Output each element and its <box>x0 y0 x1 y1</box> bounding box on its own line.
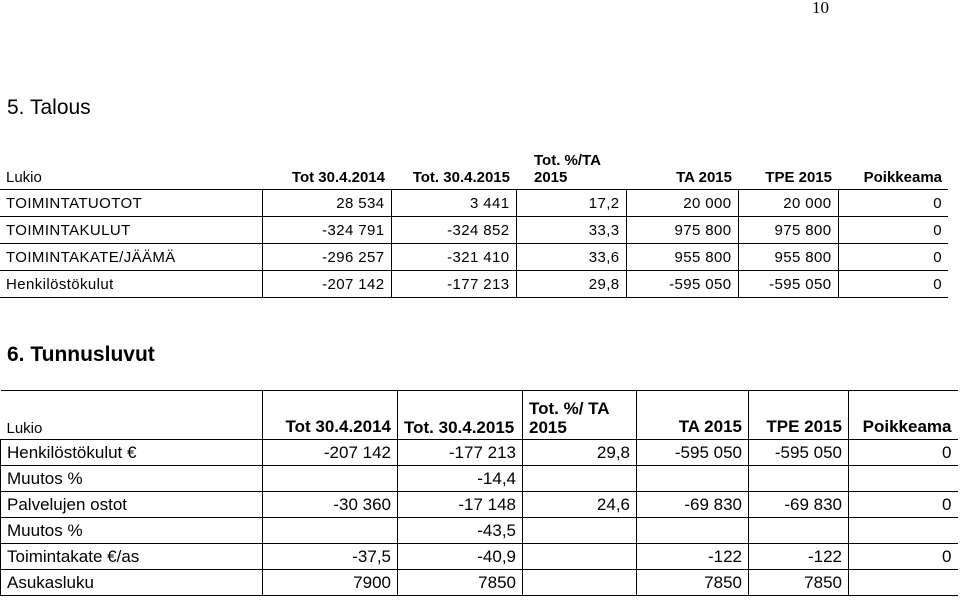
table-cell: 29,8 <box>523 440 637 466</box>
section-title-talous: 5. Talous <box>7 96 91 119</box>
row-label: Henkilöstökulut <box>0 271 262 298</box>
table-cell: 975 800 <box>626 217 738 244</box>
column-header: TA 2015 <box>626 143 738 190</box>
table-cell: 29,8 <box>516 271 626 298</box>
row-label: Muutos % <box>1 518 263 544</box>
table-cell: 24,6 <box>523 492 637 518</box>
table-cell: -177 213 <box>398 440 523 466</box>
table-cell <box>849 518 958 544</box>
table-cell: -30 360 <box>263 492 398 518</box>
column-header: Lukio <box>1 391 263 440</box>
table-cell: -177 213 <box>391 271 516 298</box>
table-cell <box>523 570 637 596</box>
column-header: Poikkeama <box>838 143 948 190</box>
table-cell: 0 <box>838 244 948 271</box>
table-cell: 20 000 <box>738 190 838 217</box>
row-label: TOIMINTATUOTOT <box>0 190 262 217</box>
table-row <box>0 217 948 244</box>
table-cell: 7850 <box>398 570 523 596</box>
table-cell: 0 <box>849 440 958 466</box>
column-header: Tot. 30.4.2015 <box>398 391 523 440</box>
tunnusluvut-table <box>0 390 958 596</box>
column-header: Tot. 30.4.2015 <box>391 143 516 190</box>
table-cell <box>263 518 398 544</box>
table-cell: -324 791 <box>262 217 391 244</box>
column-header: TPE 2015 <box>749 391 849 440</box>
table-cell: -595 050 <box>626 271 738 298</box>
table-cell <box>523 466 637 492</box>
table-cell: -296 257 <box>262 244 391 271</box>
table-cell: 33,3 <box>516 217 626 244</box>
table-cell: -17 148 <box>398 492 523 518</box>
table-cell: 975 800 <box>738 217 838 244</box>
table-cell <box>523 544 637 570</box>
table-cell: -69 830 <box>749 492 849 518</box>
table-cell <box>523 518 637 544</box>
table-cell <box>849 466 958 492</box>
column-header: TPE 2015 <box>738 143 838 190</box>
section-title-tunnusluvut: 6. Tunnusluvut <box>7 343 155 366</box>
table-cell <box>749 466 849 492</box>
table-cell <box>263 466 398 492</box>
table-cell: 20 000 <box>626 190 738 217</box>
table-cell <box>849 570 958 596</box>
table-row <box>1 544 958 570</box>
table-cell: 7850 <box>749 570 849 596</box>
table-cell: -207 142 <box>263 440 398 466</box>
table-cell: 3 441 <box>391 190 516 217</box>
table-cell: -595 050 <box>738 271 838 298</box>
table-cell: 0 <box>838 190 948 217</box>
table-header-row <box>0 143 948 190</box>
table-row <box>1 570 958 596</box>
table-cell: 955 800 <box>626 244 738 271</box>
table-cell: -40,9 <box>398 544 523 570</box>
table-cell: -43,5 <box>398 518 523 544</box>
table-cell: 0 <box>849 544 958 570</box>
table-cell: 7850 <box>637 570 749 596</box>
table-row <box>1 440 958 466</box>
table-header-row <box>1 391 958 440</box>
table-cell: -207 142 <box>262 271 391 298</box>
table-row <box>1 492 958 518</box>
table-cell: -122 <box>749 544 849 570</box>
row-label: Henkilöstökulut € <box>1 440 263 466</box>
table-cell: -595 050 <box>749 440 849 466</box>
column-header: Lukio <box>0 143 262 190</box>
table-cell <box>637 466 749 492</box>
table-row <box>0 244 948 271</box>
column-header: Tot. %/ TA 2015 <box>523 391 637 440</box>
table-cell: 0 <box>838 217 948 244</box>
table-cell <box>749 518 849 544</box>
column-header: Tot. %/TA 2015 <box>516 143 626 190</box>
column-header: Poikkeama <box>849 391 958 440</box>
table-row <box>1 518 958 544</box>
row-label: Toimintakate €/as <box>1 544 263 570</box>
table-cell: -69 830 <box>637 492 749 518</box>
table-row <box>0 190 948 217</box>
row-label: Asukasluku <box>1 570 263 596</box>
talous-table <box>0 143 948 298</box>
table-cell <box>637 518 749 544</box>
table-cell: -14,4 <box>398 466 523 492</box>
table-row <box>1 466 958 492</box>
table-cell: -324 852 <box>391 217 516 244</box>
row-label: TOIMINTAKULUT <box>0 217 262 244</box>
table-cell: 0 <box>849 492 958 518</box>
column-header: Tot 30.4.2014 <box>263 391 398 440</box>
table-cell: -321 410 <box>391 244 516 271</box>
page-number: 10 <box>812 0 829 17</box>
column-header: TA 2015 <box>637 391 749 440</box>
row-label: Palvelujen ostot <box>1 492 263 518</box>
row-label: Muutos % <box>1 466 263 492</box>
table-cell: 33,6 <box>516 244 626 271</box>
table-cell: 0 <box>838 271 948 298</box>
column-header: Tot 30.4.2014 <box>262 143 391 190</box>
table-row <box>0 271 948 298</box>
table-cell: 17,2 <box>516 190 626 217</box>
table-cell: 7900 <box>263 570 398 596</box>
table-cell: -122 <box>637 544 749 570</box>
table-cell: -37,5 <box>263 544 398 570</box>
table-cell: -595 050 <box>637 440 749 466</box>
table-cell: 28 534 <box>262 190 391 217</box>
row-label: TOIMINTAKATE/JÄÄMÄ <box>0 244 262 271</box>
table-cell: 955 800 <box>738 244 838 271</box>
